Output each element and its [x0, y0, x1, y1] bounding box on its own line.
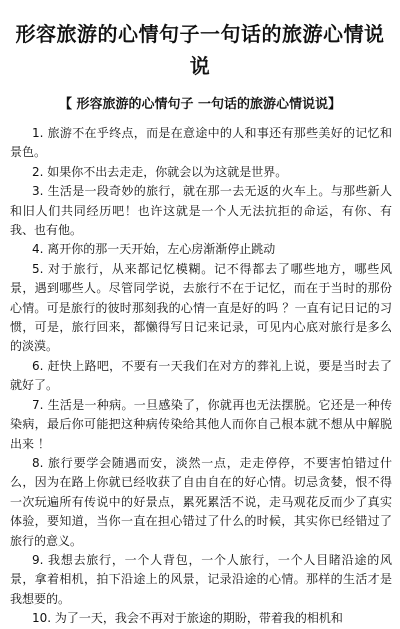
paragraph: 1. 旅游不在乎终点，而是在意途中的人和事还有那些美好的记忆和景色。 — [10, 126, 392, 160]
paragraph: 5. 对于旅行，从来都记忆模糊。记不得都去了哪些地方，哪些风景，遇到哪些人。尽管同学说，去旅行不在于记忆，而在于当时的那份心情。可是旅行的彼时那刻我的心情一直是好的吗 ？一直有记日记的习惯，可是，旅行回来，都懒得写日记来记录，可见内心底对旅行是多么的淡漠。 — [10, 261, 392, 354]
paragraph: 8. 旅行要学会随遇而安，淡然一点，走走停停，不要害怕错过什么，因为在路上你就已经收获了自由自在的好心情。切忌贪婪，恨不得一次玩遍所有传说中的好景点，累死累活不说，走马观花反而少了真实体验，要知道，当你一直在担心错过了什么的时候，其实你已经错过了旅行的意义。 — [10, 455, 392, 548]
paragraph: 7. 生活是一种病。一旦感染了，你就再也无法摆脱。它还是一种传染病，最后你可能把这种病传染给其他人而你自己根本就不想从中解脱出来 ！ — [10, 397, 392, 451]
paragraph-cut-off: 10. 为了一天，我会不再对于旅途的期盼，带着我的相机和 — [32, 611, 343, 626]
paragraph: 3. 生活是一段奇妙的旅行，就在那一去无返的火车上。与那些新人和旧人们共同经历吧！也许这就是一个人无法抗拒的命运，有你、有我、也有他。 — [10, 184, 392, 238]
document-title: 形容旅游的心情句子一句话的旅游心情说说 — [15, 22, 385, 78]
paragraph: 9. 我想去旅行，一个人背包，一个人旅行，一个人目睹沿途的风景，拿着相机，拍下沿途上的风景，记录沿途的心情。那样的生活才是我想要的。 — [10, 552, 392, 606]
paragraph: 4. 离开你的那一天开始，左心房渐渐停止跳动 — [32, 242, 276, 257]
document-body — [0, 124, 400, 629]
document-subtitle: 【 形容旅游的心情句子 一句话的旅游心情说说】 — [58, 97, 342, 112]
paragraph: 2. 如果你不出去走走，你就会以为这就是世界。 — [32, 164, 288, 179]
paragraph: 6. 赶快上路吧，不要有一天我们在对方的葬礼上说，要是当时去了就好了。 — [10, 358, 392, 393]
